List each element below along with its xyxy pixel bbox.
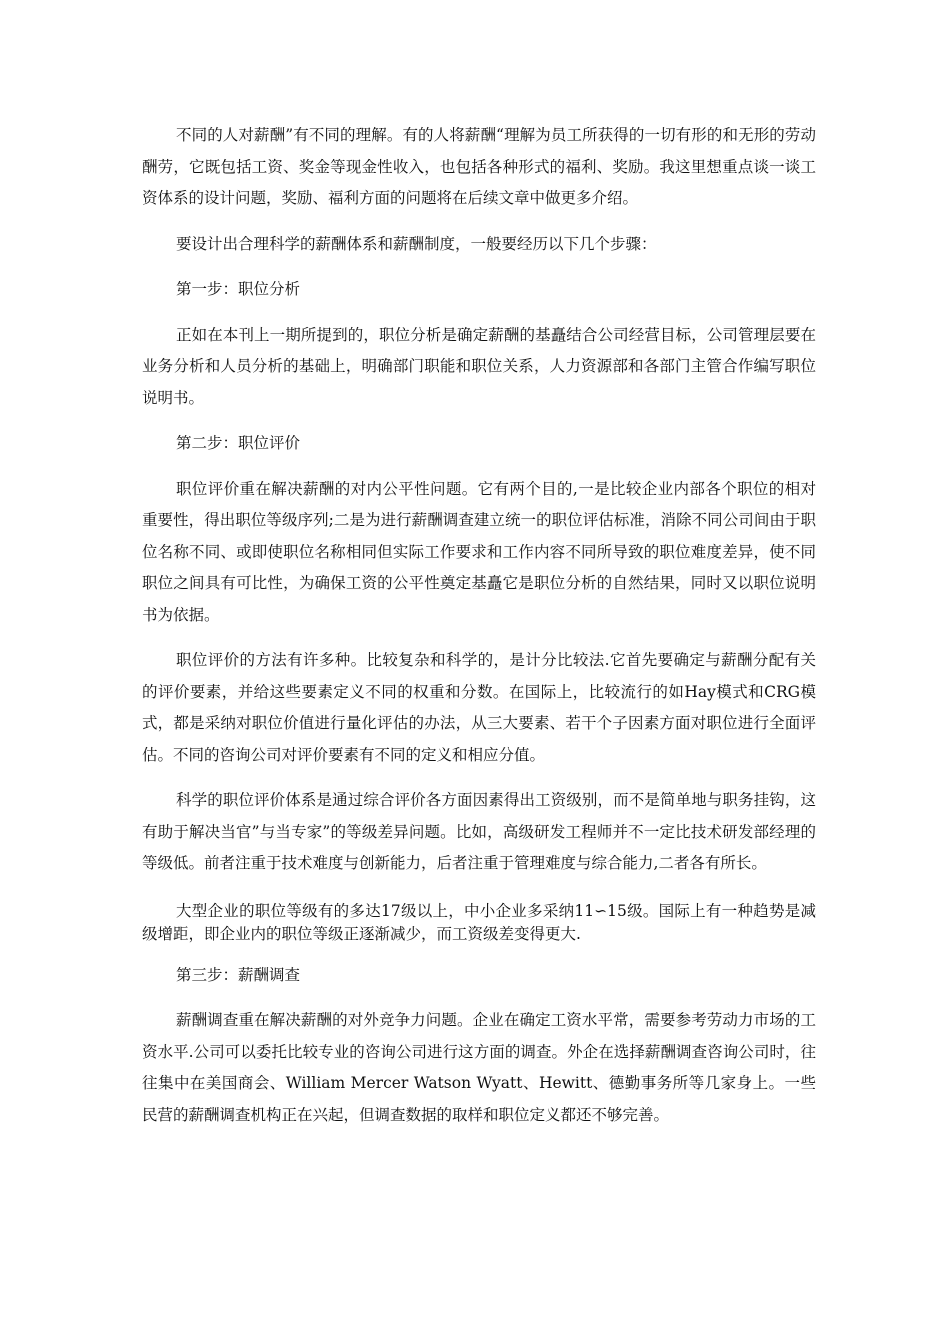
paragraph-salary-survey: 薪酬调查重在解决薪酬的对外竞争力问题。企业在确定工资水平常，需要参考劳动力市场的工资水平.公司可以委托比较专业的咨询公司进行这方面的调查。外企在选择薪酬调查咨询公司时，往往集中在美国商会、William Mercer Watson Wyatt、Hewitt、德勤事务所等几家身上。一些民营的薪酬调查机构正在兴起，但调查数据的取样和职位定义都还不够完善。	[142, 1011, 816, 1124]
paragraph-evaluation-system: 科学的职位评价体系是通过综合评价各方面因素得出工资级别，而不是简单地与职务挂钩，这有助于解决当官”与当专家”的等级差异问题。比如，高级研发工程师并不一定比技术研发部经理的等级低。前者注重于技术难度与创新能力，后者注重于管理难度与综合能力,二者各有所长。	[142, 791, 816, 872]
paragraph-job-analysis: 正如在本刊上一期所提到的，职位分析是确定薪酬的基矗结合公司经营目标，公司管理层要在业务分析和人员分析的基础上，明确部门职能和职位关系，人力资源部和各部门主管合作编写职位说明书。	[142, 325, 816, 407]
heading-step-three: 第三步：薪酬调查	[176, 965, 301, 984]
heading-step-one: 第一步：职位分析	[176, 280, 301, 298]
paragraph-evaluation-methods: 职位评价的方法有许多种。比较复杂和科学的，是计分比较法.它首先要确定与薪酬分配有关的评价要素，并给这些要素定义不同的权重和分数。在国际上，比较流行的如Hay模式和CRG模式，都是采纳对职位价值进行量化评估的办法，从三大要素、若干个子因素方面对职位进行全面评估。不同的咨询公司对评价要素有不同的定义和相应分值。	[142, 651, 816, 764]
paragraph-job-evaluation: 职位评价重在解决薪酬的对内公平性问题。它有两个目的,一是比较企业内部各个职位的相对重要性，得出职位等级序列;二是为进行薪酬调查建立统一的职位评估标准，消除不同公司间由于职位名称不同、或即使职位名称相同但实际工作要求和工作内容不同所导致的职位难度差异，使不同职位之间具有可比性，为确保工资的公平性奠定基矗它是职位分析的自然结果，同时又以职位说明书为依据。	[142, 479, 816, 624]
paragraph-compensation-definition: 不同的人对薪酬”有不同的理解。有的人将薪酬“理解为员工所获得的一切有形的和无形的劳动酬劳，它既包括工资、奖金等现金性收入，也包括各种形式的福利、奖励。我这里想重点谈一谈工资体系的设计问题，奖励、福利方面的问题将在后续文章中做更多介绍。	[142, 126, 816, 207]
heading-step-two: 第二步：职位评价	[176, 434, 301, 452]
paragraph-job-grades: 大型企业的职位等级有的多达17级以上，中小企业多采纳11∽15级。国际上有一种趋势是减级增距，即企业内的职位等级正逐渐减少，而工资级差变得更大.	[142, 901, 816, 943]
paragraph-design-steps-intro: 要设计出合理科学的薪酬体系和薪酬制度，一般要经历以下几个步骤：	[176, 234, 657, 253]
